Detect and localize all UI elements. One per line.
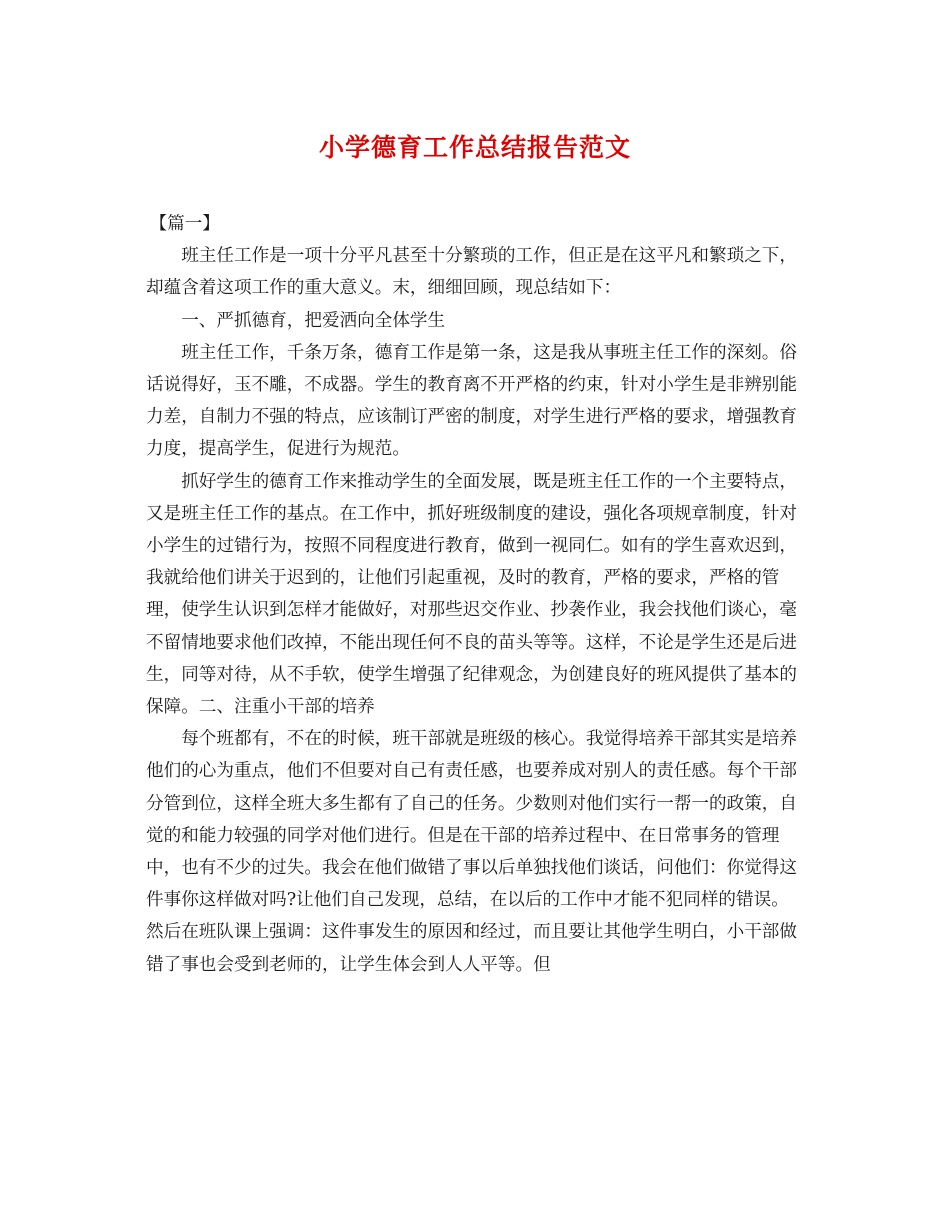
paragraph-intro: 班主任工作是一项十分平凡甚至十分繁琐的工作，但正是在这平凡和繁琐之下，却蕴含着这项工作的重大意义。末，细细回顾，现总结如下： (146, 246, 797, 299)
paragraph-moral-education: 班主任工作，千条万条，德育工作是第一条，这是我从事班主任工作的深刻。俗话说得好，玉不雕，不成器。学生的教育离不开严格的约束，针对小学生是非辨别能力差，自制力不强的特点，应该制订严密的制度，对学生进行严格的要求，增强教育力度，提高学生，促进行为规范。 (146, 342, 797, 460)
paragraph-class-rules: 抓好学生的德育工作来推动学生的全面发展，既是班主任工作的一个主要特点，又是班主任工作的基点。在工作中，抓好班级制度的建设，强化各项规章制度，针对小学生的过错行为，按照不同程度进行教育，做到一视同仁。如有的学生喜欢迟到，我就给他们讲关于迟到的，让他们引起重视，及时的教育，严格的要求，严格的管理，使学生认识到怎样才能做好，对那些迟交作业、抄袭作业，我会找他们谈心，毫不留情地要求他们改掉，不能出现任何不良的苗头等等。这样，不论是学生还是后进生，同等对待，从不手软，使学生增强了纪律观念，为创建良好的班风提供了基本的保障。二、注重小干部的培养 (146, 471, 797, 718)
section-label: 【篇一】 (149, 214, 220, 234)
document-title: 小学德育工作总结报告范文 (318, 133, 631, 162)
paragraph-class-cadres: 每个班都有，不在的时候，班干部就是班级的核心。我觉得培养干部其实是培养他们的心为重点，他们不但要对自己有责任感，也要养成对别人的责任感。每个干部分管到位，这样全班大多生都有了自己的任务。少数则对他们实行一帮一的政策，自觉的和能力较强的同学对他们进行。但是在干部的培养过程中、在日常事务的管理中，也有不少的过失。我会在他们做错了事以后单独找他们谈话，问他们：你觉得这件事你这样做对吗?让他们自己发现，总结，在以后的工作中才能不犯同样的错误。然后在班队课上强调：这件事发生的原因和经过，而且要让其他学生明白，小干部做错了事也会受到老师的，让学生体会到人人平等。但 (146, 729, 797, 975)
heading-section-one: 一、严抓德育，把爱洒向全体学生 (181, 310, 446, 331)
document-body (146, 208, 806, 981)
